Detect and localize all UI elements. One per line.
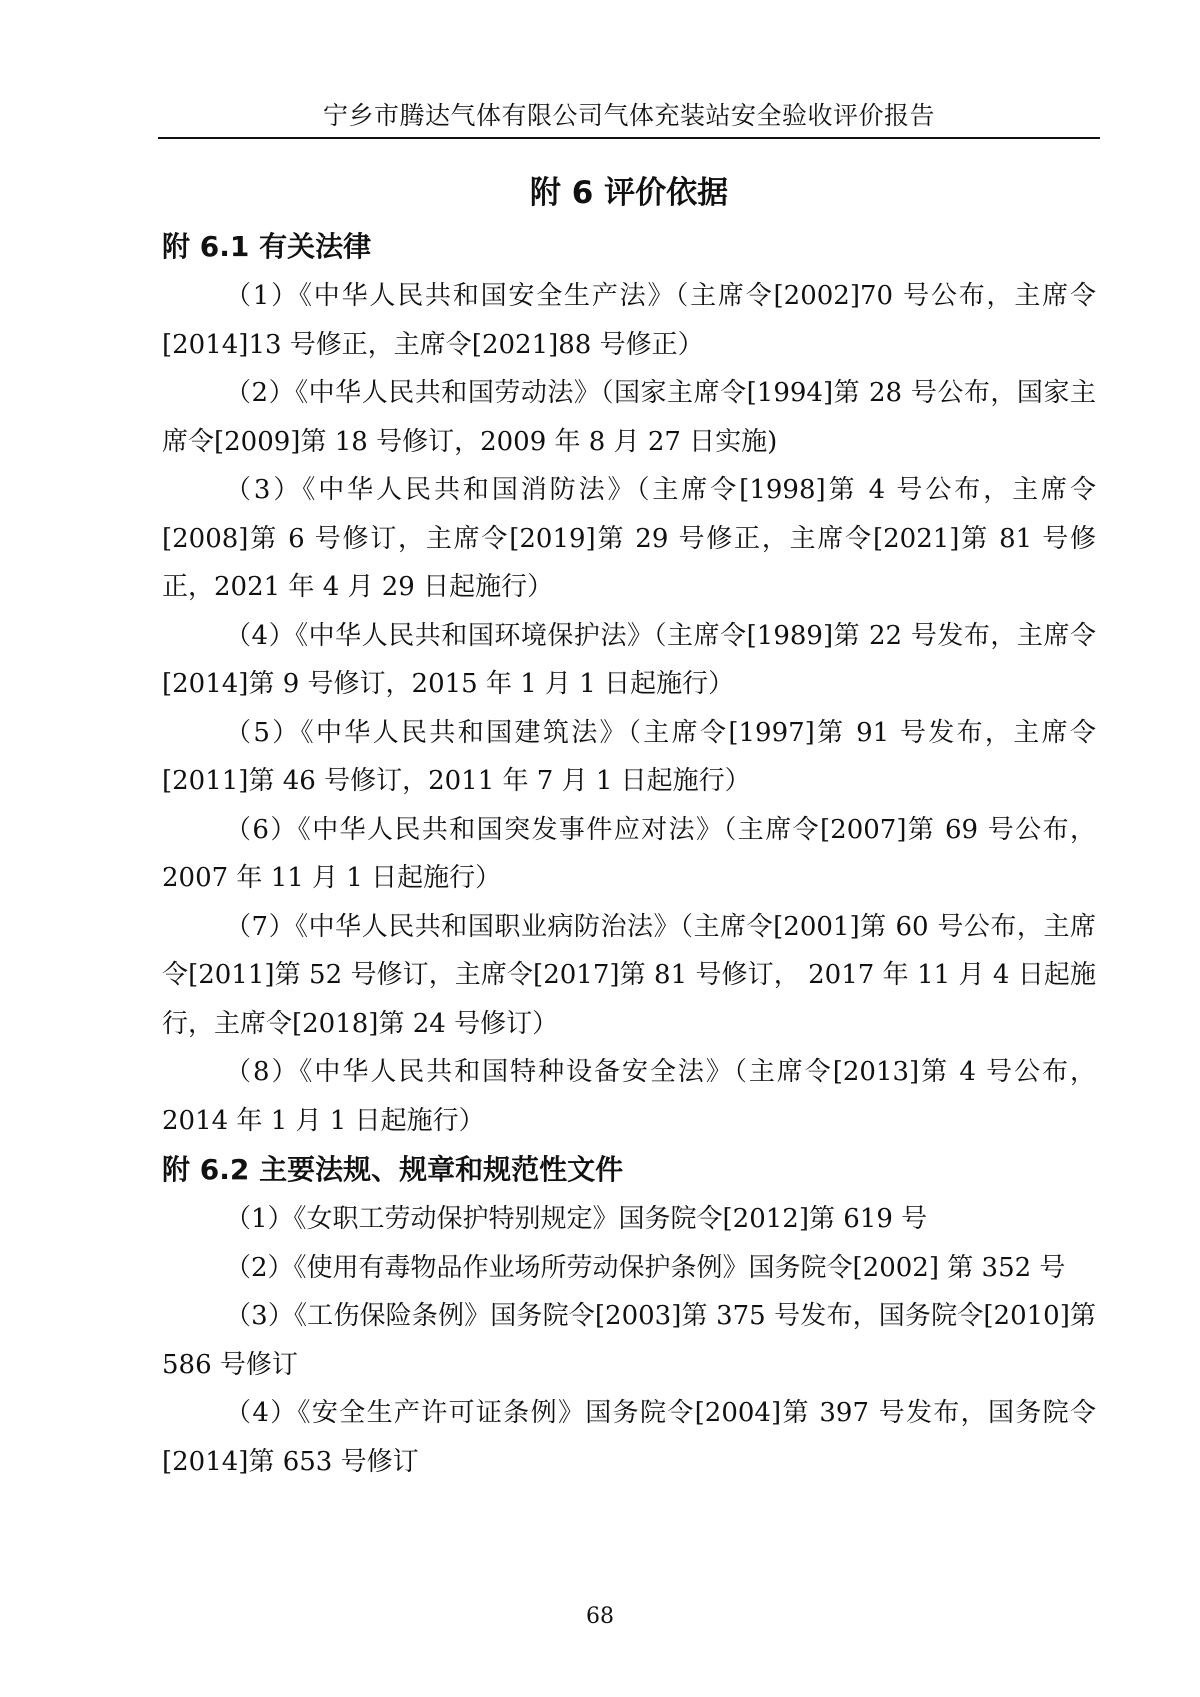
law-item-7: （7）《中华人民共和国职业病防治法》（主席令[2001]第 60 号公布，主席令[2011]第 52 号修订，主席令[2017]第 81 号修订， 2017 年 11 月 4 日起施行，主席令[2018]第 24 号修订） [162, 911, 1096, 1039]
law-item-4: （4）《中华人民共和国环境保护法》（主席令[1989]第 22 号发布，主席令[2014]第 9 号修订，2015 年 1 月 1 日起施行） [162, 620, 1096, 699]
document-body [162, 222, 1096, 1486]
law-item-8: （8）《中华人民共和国特种设备安全法》（主席令[2013]第 4 号公布，2014 年 1 月 1 日起施行） [162, 1057, 1096, 1136]
section-heading-regulations: 附 6.2 主要法规、规章和规范性文件 [162, 1153, 624, 1186]
page-number: 68 [586, 1604, 614, 1629]
section-heading-laws: 附 6.1 有关法律 [162, 230, 372, 263]
law-item-2: （2）《中华人民共和国劳动法》（国家主席令[1994]第 28 号公布，国家主席令[2009]第 18 号修订，2009 年 8 月 27 日实施) [162, 378, 1096, 457]
header-divider [158, 137, 1100, 139]
law-item-3: （3）《中华人民共和国消防法》（主席令[1998]第 4 号公布，主席令[2008]第 6 号修订，主席令[2019]第 29 号修正，主席令[2021]第 81 号修正，2021 年 4 月 29 日起施行） [162, 475, 1096, 602]
running-header: 宁乡市腾达气体有限公司气体充装站安全验收评价报告 [322, 101, 935, 130]
regulation-item-2: （2）《使用有毒物品作业场所劳动保护条例》国务院令[2002] 第 352 号 [225, 1252, 1066, 1283]
regulation-item-1: （1）《女职工劳动保护特别规定》国务院令[2012]第 619 号 [225, 1204, 928, 1234]
regulation-item-3: （3）《工伤保险条例》国务院令[2003]第 375 号发布，国务院令[2010]第 586 号修订 [162, 1301, 1096, 1380]
page-title: 附 6 评价依据 [529, 175, 729, 211]
law-item-1: （1）《中华人民共和国安全生产法》（主席令[2002]70 号公布，主席令[2014]13 号修正，主席令[2021]88 号修正） [162, 281, 1096, 360]
law-item-5: （5）《中华人民共和国建筑法》（主席令[1997]第 91 号发布，主席令[2011]第 46 号修订，2011 年 7 月 1 日起施行） [162, 717, 1096, 796]
law-item-6: （6）《中华人民共和国突发事件应对法》（主席令[2007]第 69 号公布，2007 年 11 月 1 日起施行） [162, 814, 1096, 893]
regulation-item-4: （4）《安全生产许可证条例》国务院令[2004]第 397 号发布，国务院令[2014]第 653 号修订 [162, 1398, 1096, 1477]
